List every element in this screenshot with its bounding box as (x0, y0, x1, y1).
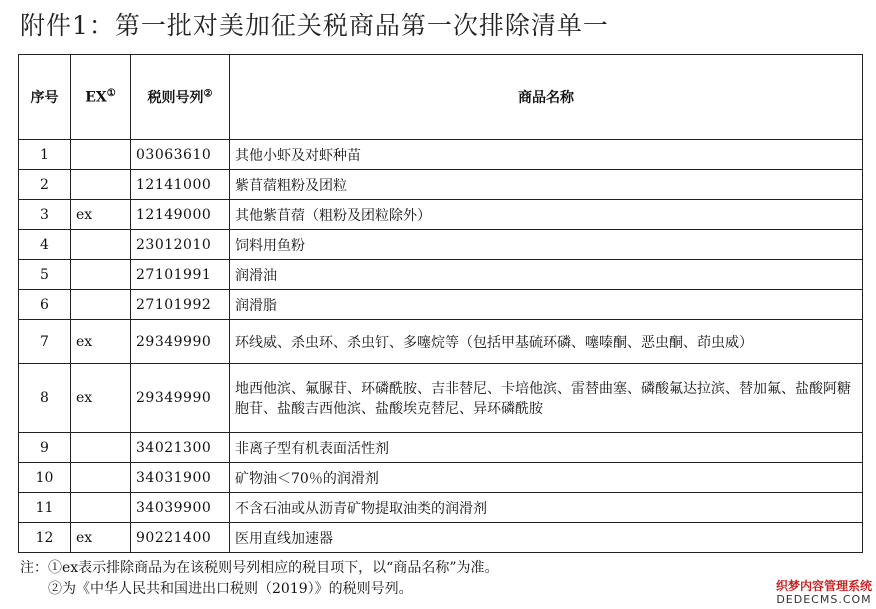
table-row (19, 260, 863, 290)
row-index: 2 (19, 170, 71, 200)
row-index: 7 (19, 320, 71, 364)
row-tariff-code: 34039900 (131, 493, 230, 523)
row-tariff-code: 27101991 (131, 260, 230, 290)
row-index: 6 (19, 290, 71, 320)
table-row (19, 320, 863, 364)
row-tariff-code: 23012010 (131, 230, 230, 260)
row-index: 1 (19, 140, 71, 170)
footnote-tariff-code: ②为《中华人民共和国进出口税则（2019）》的税则号列。 (48, 581, 413, 597)
row-ex: ex (71, 364, 131, 433)
row-ex (71, 140, 131, 170)
table-row (19, 523, 863, 553)
row-index: 8 (19, 364, 71, 433)
header-ex-footnote-mark: ① (106, 88, 116, 100)
table-row (19, 364, 863, 433)
row-ex: ex (71, 320, 131, 364)
site-watermark-logo (776, 580, 872, 606)
table-row (19, 230, 863, 260)
row-tariff-code: 03063610 (131, 140, 230, 170)
row-ex (71, 170, 131, 200)
row-product-name: 润滑油 (230, 260, 863, 290)
row-tariff-code: 29349990 (131, 320, 230, 364)
row-tariff-code: 29349990 (131, 364, 230, 433)
row-product-name: 地西他滨、氟脲苷、环磷酰胺、吉非替尼、卡培他滨、雷替曲塞、磷酸氟达拉滨、替加氟、盐酸阿糖胞苷、盐酸吉西他滨、盐酸埃克替尼、异环磷酰胺 (230, 364, 863, 433)
row-tariff-code: 27101992 (131, 290, 230, 320)
row-tariff-code: 34031900 (131, 463, 230, 493)
row-product-name: 其他紫苜蓿（粗粉及团粒除外） (230, 200, 863, 230)
header-code-footnote-mark: ② (203, 88, 213, 100)
table-row (19, 290, 863, 320)
row-index: 3 (19, 200, 71, 230)
row-ex: ex (71, 523, 131, 553)
table-row (19, 463, 863, 493)
footnotes (20, 558, 499, 600)
row-ex (71, 290, 131, 320)
row-ex (71, 463, 131, 493)
footnote-ex: 注：①ex表示排除商品为在该税则号列相应的税目项下，以“商品名称”为准。 (20, 560, 499, 576)
row-product-name: 非离子型有机表面活性剂 (230, 433, 863, 463)
row-ex (71, 260, 131, 290)
row-product-name: 医用直线加速器 (230, 523, 863, 553)
table-row (19, 493, 863, 523)
row-product-name: 不含石油或从沥青矿物提取油类的润滑剂 (230, 493, 863, 523)
row-product-name: 其他小虾及对虾种苗 (230, 140, 863, 170)
table-row (19, 140, 863, 170)
row-tariff-code: 12141000 (131, 170, 230, 200)
row-product-name: 矿物油＜70％的润滑剂 (230, 463, 863, 493)
row-index: 9 (19, 433, 71, 463)
row-ex (71, 230, 131, 260)
row-index: 4 (19, 230, 71, 260)
row-ex (71, 493, 131, 523)
row-index: 12 (19, 523, 71, 553)
table-row (19, 200, 863, 230)
row-product-name: 环线威、杀虫环、杀虫钉、多噻烷等（包括甲基硫环磷、噻嗪酮、恶虫酮、茚虫威） (230, 320, 863, 364)
row-product-name: 润滑脂 (230, 290, 863, 320)
header-ex: EX① (71, 55, 131, 140)
row-tariff-code: 34021300 (131, 433, 230, 463)
watermark-text-en: DEDECMS.COM (776, 593, 872, 606)
exclusion-list-table (18, 54, 863, 553)
row-index: 5 (19, 260, 71, 290)
row-product-name: 紫苜蓿粗粉及团粒 (230, 170, 863, 200)
row-product-name: 饲料用鱼粉 (230, 230, 863, 260)
row-ex (71, 433, 131, 463)
row-index: 10 (19, 463, 71, 493)
header-index: 序号 (19, 55, 71, 140)
row-tariff-code: 12149000 (131, 200, 230, 230)
document-title: 附件1：第一批对美加征关税商品第一次排除清单一 (20, 11, 609, 40)
row-index: 11 (19, 493, 71, 523)
table-header-row (19, 55, 863, 140)
watermark-text-cn: 织梦内容管理系统 (775, 579, 872, 593)
header-product-name: 商品名称 (230, 55, 863, 140)
row-tariff-code: 90221400 (131, 523, 230, 553)
table-row (19, 433, 863, 463)
row-ex: ex (71, 200, 131, 230)
header-tariff-code: 税则号列② (131, 55, 230, 140)
table-row (19, 170, 863, 200)
